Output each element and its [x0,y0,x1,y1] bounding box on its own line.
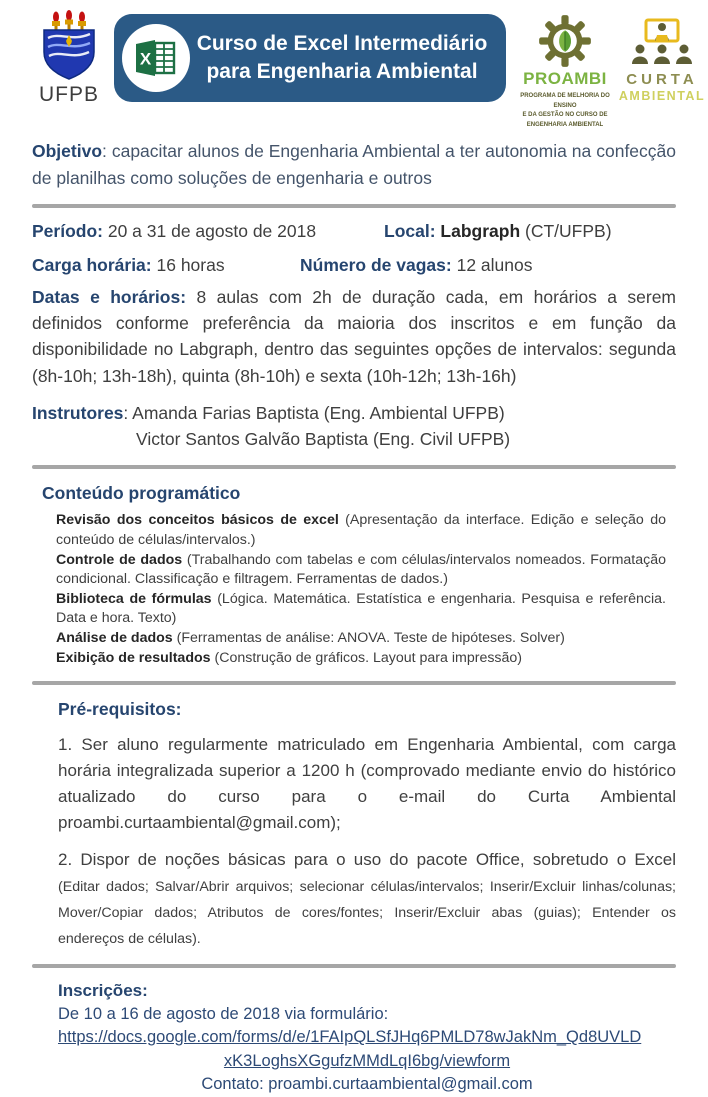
syllabus-item-title: Revisão dos conceitos básicos de excel [56,512,339,529]
syllabus-item [56,591,666,627]
slots-label: Número de vagas: [300,254,452,275]
period-field [32,221,384,242]
header [0,0,708,130]
objective-text: : capacitar alunos de Engenharia Ambiental a ter autonomia na confecção de planilhas como soluções de engenharia e outros [32,141,676,188]
location-value-bold: Labgraph [435,220,521,241]
divider [32,204,676,208]
slots-value: 12 alunos [451,254,533,275]
period-location-row [32,221,676,242]
syllabus-item-detail: (Apresentação da interface. Edição e seleção do conteúdo de células/intervalos.) [56,512,666,548]
dates-paragraph [32,284,676,389]
proambi-gear-leaf-icon [538,14,592,68]
ufpb-logo [24,6,114,107]
instructor-1: : Amanda Farias Baptista (Eng. Ambiental UFPB) [123,402,505,423]
syllabus-item-detail: (Ferramentas de análise: ANOVA. Teste de hipóteses. Solver) [172,629,565,646]
workload-label: Carga horária: [32,254,152,275]
location-field [384,221,612,242]
divider [32,964,676,968]
syllabus-item-detail: (Lógica. Matemática. Estatística e engenharia. Pesquisa e referência. Data e hora. Texto) [56,590,667,627]
syllabus-item-title: Biblioteca de fórmulas [56,590,212,607]
syllabus-item-title: Exibição de resultados [56,649,211,666]
registration-dates: De 10 a 16 de agosto de 2018 via formulário: [58,1004,389,1023]
syllabus-item-title: Análise de dados [56,629,173,646]
prerequisite-1: 1. Ser aluno regularmente matriculado em Engenharia Ambiental, com carga horária integralizada superior a 1200 h (comprovado mediante envio do histórico atualizado do curso para o e-mail do Curta Ambiental proambi.curtaambiental@gmail.com); [58,735,676,832]
ufpb-label: UFPB [38,83,99,106]
slots-field [300,255,532,276]
proambi-caption [512,92,618,130]
syllabus-item-detail: (Trabalhando com tabelas e com células/intervalos nomeados. Formatação condicional. Classificação e filtragem. Ferramentas de dados.) [56,551,667,588]
ufpb-crest-icon [38,10,100,82]
curta-classroom-icon [629,18,695,70]
registration-block [58,979,676,1097]
location-value-rest: (CT/UFPB) [520,220,612,241]
proambi-caption-line3: ENGENHARIA AMBIENTAL [526,121,604,128]
dates-text: 8 aulas com 2h de duração cada, em horários a serem definidos conforme preferência da maioria dos inscritos e em função da disponibilidade no Labgraph, dentro das seguintes opções de intervalos: segunda (8h-10h; 13h-18h), quinta (8h-10h) e sexta (10h-12h; 13h-16h) [32,286,677,386]
workload-value: 16 horas [151,254,225,275]
proambi-caption-line1: PROGRAMA DE MELHORIA DO ENSINO [520,93,610,109]
prerequisite-2-detail: (Editar dados; Salvar/Abrir arquivos; selecionar células/intervalos; Inserir/Excluir linhas/colunas; Mover/Copiar dados; Atributos de cores/fontes; Inserir/Excluir abas (guias); Entender os endereços de células). [58,879,676,947]
workload-slots-row [32,255,676,276]
registration-heading: Inscrições: [58,980,148,1000]
syllabus-heading: Conteúdo programático [42,483,241,504]
dates-label: Datas e horários: [32,286,187,307]
proambi-logo [512,6,618,130]
objective-paragraph [32,138,676,191]
syllabus-item-title: Controle de dados [56,551,183,568]
instructor-2: Victor Santos Galvão Baptista (Eng. Civil UFPB) [136,429,511,450]
prerequisite-2-lead: 2. Dispor de noções básicas para o uso do pacote Office, sobretudo o Excel [58,850,676,870]
period-value: 20 a 31 de agosto de 2018 [102,220,317,241]
syllabus-item [56,552,666,588]
curta-name: CURTA [626,71,698,88]
syllabus-item [56,630,565,646]
syllabus-item [56,650,522,666]
contact-line: Contato: proambi.curtaambiental@gmail.com [201,1075,533,1094]
instructors-line1 [32,400,676,426]
flyer-body [0,138,708,1096]
period-label: Período: [32,220,103,241]
registration-form-link[interactable] [58,1026,676,1073]
proambi-name: PROAMBI [523,69,607,88]
course-title-line1: Curso de Excel Intermediário [196,32,488,56]
svg-text:X: X [139,49,152,69]
registration-form-link-line1[interactable]: https://docs.google.com/forms/d/e/1FAIpQLSfJHq6PMLD78wJakNm_Qd8UVLD [58,1028,642,1047]
prerequisite-2 [58,847,676,950]
curta-subname: AMBIENTAL [618,89,706,103]
curta-ambiental-logo [618,6,706,103]
instructors-block [32,400,676,453]
workload-field [32,255,300,276]
course-title-line2: para Engenharia Ambiental [206,60,478,83]
prerequisites-heading: Pré-requisitos: [58,699,182,720]
objective-label: Objetivo [32,141,103,162]
divider [32,465,676,469]
syllabus-list [56,511,666,668]
location-label: Local: [384,220,436,241]
syllabus-item-detail: (Construção de gráficos. Layout para impressão) [210,649,523,666]
instructors-label: Instrutores [32,402,124,423]
syllabus-item [56,512,666,548]
course-banner [114,14,506,102]
divider [32,681,676,685]
excel-icon [122,24,190,92]
course-title [190,30,494,85]
registration-form-link-line2[interactable]: xK3LoghsXGgufzMMdLqI6bg/viewform [223,1051,511,1070]
proambi-caption-line2: E DA GESTÃO NO CURSO DE [522,112,608,119]
